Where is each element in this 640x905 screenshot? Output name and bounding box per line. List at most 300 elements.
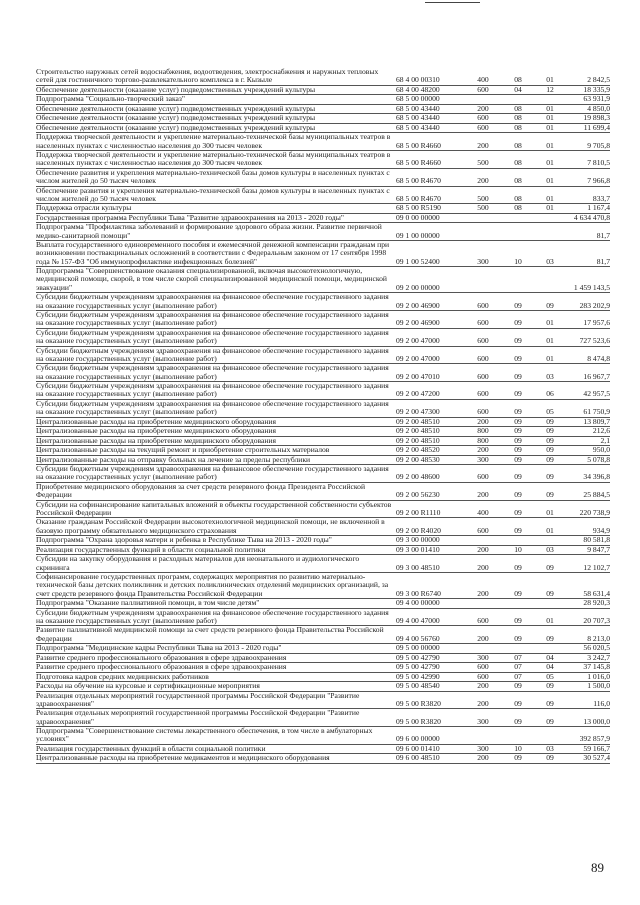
cell-c3: 04	[534, 663, 566, 672]
cell-c2	[502, 213, 534, 222]
cell-code: 09 2 00 47000	[394, 346, 464, 364]
cell-c2: 09	[502, 446, 534, 455]
table-row	[36, 644, 610, 653]
cell-amount: 56 020,5	[566, 644, 610, 653]
cell-c1: 600	[464, 364, 502, 382]
cell-name: Реализация государственных функций в области социальной политики	[36, 744, 394, 753]
cell-amount: 16 967,7	[566, 364, 610, 382]
cell-c2: 09	[502, 482, 534, 500]
cell-c1: 300	[464, 455, 502, 464]
cell-c2: 08	[502, 68, 534, 85]
cell-name: Подпрограмма "Медицинские кадры Республики Тыва на 2013 - 2020 годы"	[36, 644, 394, 653]
cell-c2	[502, 267, 534, 293]
cell-c2: 09	[502, 682, 534, 691]
cell-name: Выплата государственного единовременного пособия и ежемесячной денежной компенсации гражданам при возникновении поствакцинальных осложнений в соответствии с Федеральным законом от 17 сентября 1998 года № 157-ФЗ "Об иммунопрофилактике инфекционных болезней"	[36, 241, 394, 267]
cell-code: 09 5 00 42790	[394, 653, 464, 662]
table-row	[36, 293, 610, 311]
cell-amount: 116,0	[566, 691, 610, 709]
cell-code: 68 5 00 43440	[394, 123, 464, 132]
cell-name: Обеспечение деятельности (оказание услуг) подведомственных учреждений культуры	[36, 123, 394, 132]
cell-name: Подпрограмма "Оказание паллиативной помощи, в том числе детям"	[36, 599, 394, 608]
table-row	[36, 346, 610, 364]
cell-c2: 08	[502, 186, 534, 204]
cell-code: 68 5 00 R4660	[394, 133, 464, 151]
cell-name: Поддержка творческой деятельности и укрепление материально-технической базы муниципальных театров в населенных пунктах с численностью населения до 300 тысяч человек	[36, 133, 394, 151]
cell-c3: 05	[534, 672, 566, 681]
cell-c3: 03	[534, 545, 566, 554]
cell-c3: 09	[534, 709, 566, 727]
cell-code: 68 4 00 00310	[394, 68, 464, 85]
cell-c2: 09	[502, 427, 534, 436]
cell-amount: 1 167,4	[566, 204, 610, 213]
cell-c3	[534, 599, 566, 608]
cell-name: Реализация отдельных мероприятий государственной программы Российской Федерации "Развитие здравоохранения"	[36, 709, 394, 727]
cell-code: 09 5 00 42990	[394, 672, 464, 681]
cell-c1: 500	[464, 150, 502, 168]
cell-c2	[502, 644, 534, 653]
cell-c2	[502, 223, 534, 241]
cell-c2	[502, 599, 534, 608]
cell-amount: 58 631,4	[566, 573, 610, 599]
cell-amount: 3 242,7	[566, 653, 610, 662]
cell-c1: 600	[464, 123, 502, 132]
cell-name: Субсидии бюджетным учреждениям здравоохранения на финансовое обеспечение государственного задания на оказание государственных услуг (выполнение работ)	[36, 346, 394, 364]
cell-name: Приобретение медицинского оборудования за счет средств резервного фонда Президента Российской Федерации	[36, 482, 394, 500]
cell-amount: 727 523,6	[566, 328, 610, 346]
cell-amount: 9 847,7	[566, 545, 610, 554]
cell-code: 68 4 00 48200	[394, 85, 464, 94]
cell-c2: 09	[502, 465, 534, 483]
cell-amount: 25 884,5	[566, 482, 610, 500]
cell-c2	[502, 536, 534, 545]
cell-c2: 09	[502, 346, 534, 364]
cell-amount: 950,0	[566, 446, 610, 455]
cell-name: Субсидии бюджетным учреждениям здравоохранения на финансовое обеспечение государственного задания на оказание государственных услуг (выполнение работ)	[36, 311, 394, 329]
cell-name: Централизованные расходы на приобретение медицинского оборудования	[36, 427, 394, 436]
cell-amount: 11 699,4	[566, 123, 610, 132]
table-row	[36, 518, 610, 536]
cell-c3: 01	[534, 608, 566, 626]
budget-table	[36, 68, 610, 764]
cell-c2: 09	[502, 555, 534, 573]
cell-name: Централизованные расходы на текущий ремонт и приобретение строительных материалов	[36, 446, 394, 455]
cell-name: Поддержка отрасли культуры	[36, 204, 394, 213]
cell-name: Расходы на обучение на курсовые и сертификационные мероприятия	[36, 682, 394, 691]
cell-name: Субсидии на закупку оборудования и расходных материалов для неонатального и аудиологического скрининга	[36, 555, 394, 573]
cell-c3: 01	[534, 168, 566, 186]
cell-amount: 81,7	[566, 241, 610, 267]
cell-name: Централизованные расходы на приобретение медицинского оборудования	[36, 436, 394, 445]
cell-amount: 80 581,8	[566, 536, 610, 545]
cell-code: 09 2 00 48510	[394, 427, 464, 436]
table-row	[36, 95, 610, 104]
cell-c1: 200	[464, 446, 502, 455]
cell-amount: 8 474,8	[566, 346, 610, 364]
cell-name: Развитие паллиативной медицинской помощи за счет средств резервного фонда Правительства Российской Федерации	[36, 626, 394, 644]
cell-c3: 01	[534, 186, 566, 204]
cell-c2: 09	[502, 709, 534, 727]
table-row	[36, 691, 610, 709]
cell-amount: 1 459 143,5	[566, 267, 610, 293]
cell-code: 09 6 00 00000	[394, 727, 464, 745]
cell-c3: 03	[534, 364, 566, 382]
cell-c2: 04	[502, 85, 534, 94]
cell-c3: 09	[534, 626, 566, 644]
cell-c3: 01	[534, 346, 566, 364]
cell-amount: 20 707,3	[566, 608, 610, 626]
cell-c1	[464, 727, 502, 745]
cell-c2: 07	[502, 672, 534, 681]
cell-c1	[464, 536, 502, 545]
cell-amount: 833,7	[566, 186, 610, 204]
cell-amount: 63 931,9	[566, 95, 610, 104]
cell-c1: 600	[464, 328, 502, 346]
cell-c3: 09	[534, 417, 566, 426]
cell-code: 09 5 00 00000	[394, 644, 464, 653]
cell-c3: 01	[534, 68, 566, 85]
cell-name: Субсидии бюджетным учреждениям здравоохранения на финансовое обеспечение государственного задания на оказание государственных услуг (выполнение работ)	[36, 328, 394, 346]
cell-c1: 200	[464, 691, 502, 709]
cell-c2: 09	[502, 311, 534, 329]
cell-c1: 200	[464, 545, 502, 554]
cell-amount: 4 850,0	[566, 104, 610, 113]
cell-c1: 500	[464, 204, 502, 213]
cell-c1: 600	[464, 293, 502, 311]
cell-c1	[464, 599, 502, 608]
cell-c1: 200	[464, 168, 502, 186]
cell-c1: 600	[464, 346, 502, 364]
cell-c3: 04	[534, 653, 566, 662]
cell-c3: 01	[534, 123, 566, 132]
cell-code: 68 5 00 R5190	[394, 204, 464, 213]
cell-c2: 08	[502, 104, 534, 113]
cell-c3: 09	[534, 555, 566, 573]
cell-name: Субсидии бюджетным учреждениям здравоохранения на финансовое обеспечение государственного задания на оказание государственных услуг (выполнение работ)	[36, 465, 394, 483]
cell-amount: 28 920,3	[566, 599, 610, 608]
cell-amount: 17 957,6	[566, 311, 610, 329]
cell-c3	[534, 536, 566, 545]
cell-c3: 01	[534, 500, 566, 518]
cell-c2: 07	[502, 663, 534, 672]
cell-c1: 200	[464, 626, 502, 644]
table-row	[36, 709, 610, 727]
table-row	[36, 267, 610, 293]
cell-c1: 600	[464, 399, 502, 417]
cell-c2	[502, 95, 534, 104]
cell-name: Обеспечение деятельности (оказание услуг) подведомственных учреждений культуры	[36, 85, 394, 94]
cell-amount: 37 145,8	[566, 663, 610, 672]
table-row	[36, 399, 610, 417]
cell-code: 09 4 00 47000	[394, 608, 464, 626]
cell-code: 09 5 00 42790	[394, 663, 464, 672]
cell-c2: 08	[502, 204, 534, 213]
budget-table-body	[36, 68, 610, 763]
cell-c1: 600	[464, 114, 502, 123]
cell-c1: 600	[464, 608, 502, 626]
cell-c2: 09	[502, 626, 534, 644]
cell-name: Строительство наружных сетей водоснабжения, водоотведения, электроснабжения и наружных тепловых сетей для гостиничного торгово-развлекательного комплекса в г. Кызыле	[36, 68, 394, 85]
cell-code: 09 4 00 00000	[394, 599, 464, 608]
cell-c2: 09	[502, 608, 534, 626]
table-row	[36, 204, 610, 213]
cell-c2: 09	[502, 754, 534, 763]
cell-c2: 09	[502, 328, 534, 346]
table-row	[36, 150, 610, 168]
cell-code: 09 2 00 R1110	[394, 500, 464, 518]
cell-amount: 7 966,8	[566, 168, 610, 186]
table-row	[36, 727, 610, 745]
table-row	[36, 241, 610, 267]
cell-c3: 03	[534, 241, 566, 267]
cell-c3: 09	[534, 754, 566, 763]
cell-c3: 01	[534, 150, 566, 168]
cell-c3	[534, 213, 566, 222]
cell-amount: 19 898,3	[566, 114, 610, 123]
cell-c3: 12	[534, 85, 566, 94]
cell-amount: 212,6	[566, 427, 610, 436]
cell-amount: 392 857,9	[566, 727, 610, 745]
cell-name: Субсидии бюджетным учреждениям здравоохранения на финансовое обеспечение государственного задания на оказание государственных услуг (выполнение работ)	[36, 364, 394, 382]
cell-c3: 03	[534, 744, 566, 753]
cell-c3: 09	[534, 446, 566, 455]
cell-name: Подпрограмма "Совершенствование системы лекарственного обеспечения, в том числе в амбулаторных условиях"	[36, 727, 394, 745]
table-row	[36, 68, 610, 85]
table-row	[36, 168, 610, 186]
cell-amount: 42 957,5	[566, 382, 610, 400]
cell-amount: 9 705,8	[566, 133, 610, 151]
cell-c3	[534, 95, 566, 104]
cell-c1: 600	[464, 672, 502, 681]
cell-c3: 01	[534, 518, 566, 536]
cell-code: 09 6 00 48510	[394, 754, 464, 763]
table-row	[36, 223, 610, 241]
cell-code: 09 3 00 01410	[394, 545, 464, 554]
cell-c1: 200	[464, 104, 502, 113]
cell-amount: 30 527,4	[566, 754, 610, 763]
cell-c3: 09	[534, 682, 566, 691]
cell-name: Подпрограмма "Социально-творческий заказ"	[36, 95, 394, 104]
cell-c3: 09	[534, 465, 566, 483]
cell-code: 68 5 00 43440	[394, 114, 464, 123]
cell-c3: 09	[534, 691, 566, 709]
table-row	[36, 465, 610, 483]
table-row	[36, 555, 610, 573]
cell-code: 09 1 00 52400	[394, 241, 464, 267]
cell-c1: 600	[464, 518, 502, 536]
cell-c1: 200	[464, 682, 502, 691]
cell-c2: 09	[502, 573, 534, 599]
cell-c1: 200	[464, 573, 502, 599]
cell-c2: 09	[502, 364, 534, 382]
table-row	[36, 382, 610, 400]
cell-c1	[464, 223, 502, 241]
cell-c2: 10	[502, 545, 534, 554]
cell-name: Развитие среднего профессионального образования в сфере здравоохранения	[36, 653, 394, 662]
cell-c3: 01	[534, 114, 566, 123]
cell-c1: 800	[464, 427, 502, 436]
cell-c2	[502, 727, 534, 745]
cell-c2: 08	[502, 133, 534, 151]
cell-c1	[464, 267, 502, 293]
cell-c2: 09	[502, 500, 534, 518]
cell-c1: 400	[464, 500, 502, 518]
cell-code: 09 2 00 00000	[394, 267, 464, 293]
table-row	[36, 446, 610, 455]
cell-c1: 500	[464, 186, 502, 204]
cell-code: 09 2 00 48520	[394, 446, 464, 455]
cell-name: Обеспечение деятельности (оказание услуг) подведомственных учреждений культуры	[36, 114, 394, 123]
cell-c3: 09	[534, 573, 566, 599]
cell-name: Софинансирование государственных программ, содержащих мероприятия по развитию материально-технической базы детских поликлиник и детских поликлинических отделений медицинских организаций, за счет средств резервного фонда Правительства Российской Федерации	[36, 573, 394, 599]
cell-c1	[464, 95, 502, 104]
cell-amount: 13 000,0	[566, 709, 610, 727]
cell-name: Субсидии бюджетным учреждениям здравоохранения на финансовое обеспечение государственного задания на оказание государственных услуг (выполнение работ)	[36, 399, 394, 417]
cell-c3: 01	[534, 204, 566, 213]
cell-name: Подготовка кадров средних медицинских работников	[36, 672, 394, 681]
cell-amount: 283 202,9	[566, 293, 610, 311]
cell-code: 09 2 00 48510	[394, 417, 464, 426]
cell-c2: 09	[502, 382, 534, 400]
cell-amount: 220 738,9	[566, 500, 610, 518]
cell-code: 09 3 00 R6740	[394, 573, 464, 599]
cell-name: Государственная программа Республики Тыва "Развитие здравоохранения на 2013 - 2020 годы"	[36, 213, 394, 222]
cell-name: Оказание гражданам Российской Федерации высокотехнологичной медицинской помощи, не включенной в базовую программу обязательного медицинского страхования	[36, 518, 394, 536]
cell-c1: 200	[464, 133, 502, 151]
cell-c1	[464, 213, 502, 222]
cell-code: 68 5 00 43440	[394, 104, 464, 113]
cell-amount: 1 016,0	[566, 672, 610, 681]
table-row	[36, 364, 610, 382]
table-row	[36, 500, 610, 518]
cell-c1: 300	[464, 653, 502, 662]
cell-code: 09 2 00 46900	[394, 311, 464, 329]
cell-name: Централизованные расходы на отправку больных на лечение за пределы республики	[36, 455, 394, 464]
table-row	[36, 608, 610, 626]
cell-c3: 09	[534, 427, 566, 436]
cell-code: 09 2 00 R4020	[394, 518, 464, 536]
cell-c3: 01	[534, 133, 566, 151]
cell-c2: 07	[502, 653, 534, 662]
cell-c3: 09	[534, 436, 566, 445]
cell-name: Субсидии бюджетным учреждениям здравоохранения на финансовое обеспечение государственного задания на оказание государственных услуг (выполнение работ)	[36, 382, 394, 400]
cell-name: Обеспечение деятельности (оказание услуг) подведомственных учреждений культуры	[36, 104, 394, 113]
cell-amount: 61 750,9	[566, 399, 610, 417]
table-row	[36, 682, 610, 691]
top-rule	[425, 2, 480, 3]
cell-code: 09 2 00 48510	[394, 436, 464, 445]
table-row	[36, 186, 610, 204]
cell-code: 09 3 00 00000	[394, 536, 464, 545]
cell-name: Развитие среднего профессионального образования в сфере здравоохранения	[36, 663, 394, 672]
cell-c3: 06	[534, 382, 566, 400]
table-row	[36, 328, 610, 346]
cell-c3	[534, 223, 566, 241]
cell-amount: 4 634 470,8	[566, 213, 610, 222]
cell-amount: 18 335,9	[566, 85, 610, 94]
cell-c3	[534, 644, 566, 653]
cell-c1: 800	[464, 436, 502, 445]
table-row	[36, 599, 610, 608]
cell-c2: 09	[502, 691, 534, 709]
cell-name: Субсидии бюджетным учреждениям здравоохранения на финансовое обеспечение государственного задания на оказание государственных услуг (выполнение работ)	[36, 608, 394, 626]
cell-code: 09 1 00 00000	[394, 223, 464, 241]
cell-c2: 08	[502, 150, 534, 168]
cell-code: 09 4 00 56760	[394, 626, 464, 644]
cell-amount: 5 078,8	[566, 455, 610, 464]
cell-c3: 09	[534, 455, 566, 464]
table-row	[36, 754, 610, 763]
cell-c3: 09	[534, 293, 566, 311]
cell-c2: 09	[502, 417, 534, 426]
cell-name: Субсидии на софинансирование капитальных вложений в объекты государственной собственности субъектов Российской Федерации	[36, 500, 394, 518]
cell-code: 09 2 00 56230	[394, 482, 464, 500]
cell-c2: 10	[502, 241, 534, 267]
cell-code: 09 2 00 48600	[394, 465, 464, 483]
cell-code: 68 5 00 R4670	[394, 168, 464, 186]
cell-amount: 81,7	[566, 223, 610, 241]
table-row	[36, 114, 610, 123]
cell-code: 68 5 00 R4660	[394, 150, 464, 168]
cell-c1: 200	[464, 555, 502, 573]
cell-c1: 600	[464, 85, 502, 94]
table-row	[36, 626, 610, 644]
cell-name: Обеспечение развития и укрепления материально-технической базы домов культуры в населенных пунктах с числом жителей до 50 тысяч человек	[36, 168, 394, 186]
cell-c1: 600	[464, 382, 502, 400]
cell-c1: 400	[464, 68, 502, 85]
cell-c2: 10	[502, 744, 534, 753]
cell-c3: 01	[534, 311, 566, 329]
cell-amount: 8 213,0	[566, 626, 610, 644]
cell-c3	[534, 267, 566, 293]
cell-c1: 300	[464, 744, 502, 753]
cell-code: 09 6 00 01410	[394, 744, 464, 753]
cell-amount: 2,1	[566, 436, 610, 445]
cell-c3: 09	[534, 482, 566, 500]
cell-c2: 09	[502, 455, 534, 464]
cell-c1: 300	[464, 241, 502, 267]
cell-c1: 200	[464, 754, 502, 763]
cell-c1: 600	[464, 311, 502, 329]
cell-c2: 09	[502, 436, 534, 445]
cell-c3: 01	[534, 104, 566, 113]
cell-name: Централизованные расходы на приобретение медицинского оборудования	[36, 417, 394, 426]
cell-name: Поддержка творческой деятельности и укрепление материально-технической базы муниципальных театров в населенных пунктах с численностью населения до 300 тысяч человек	[36, 150, 394, 168]
cell-code: 09 2 00 47300	[394, 399, 464, 417]
cell-c2: 09	[502, 293, 534, 311]
cell-c3	[534, 727, 566, 745]
cell-code: 09 5 00 48540	[394, 682, 464, 691]
cell-name: Реализация отдельных мероприятий государственной программы Российской Федерации "Развитие здравоохранения"	[36, 691, 394, 709]
cell-c2: 08	[502, 168, 534, 186]
table-row	[36, 663, 610, 672]
table-row	[36, 573, 610, 599]
table-row	[36, 311, 610, 329]
cell-name: Субсидии бюджетным учреждениям здравоохранения на финансовое обеспечение государственного задания на оказание государственных услуг (выполнение работ)	[36, 293, 394, 311]
cell-amount: 7 810,5	[566, 150, 610, 168]
cell-code: 09 3 00 48510	[394, 555, 464, 573]
cell-code: 09 2 00 47010	[394, 364, 464, 382]
table-row	[36, 482, 610, 500]
cell-code: 68 5 00 R4670	[394, 186, 464, 204]
cell-code: 09 2 00 47200	[394, 382, 464, 400]
cell-code: 09 2 00 46900	[394, 293, 464, 311]
cell-code: 09 5 00 R3820	[394, 691, 464, 709]
cell-amount: 34 396,8	[566, 465, 610, 483]
table-row	[36, 536, 610, 545]
cell-c2: 08	[502, 114, 534, 123]
cell-code: 09 5 00 R3820	[394, 709, 464, 727]
cell-name: Подпрограмма "Охрана здоровья матери и ребенка в Республике Тыва на 2013 - 2020 годы"	[36, 536, 394, 545]
